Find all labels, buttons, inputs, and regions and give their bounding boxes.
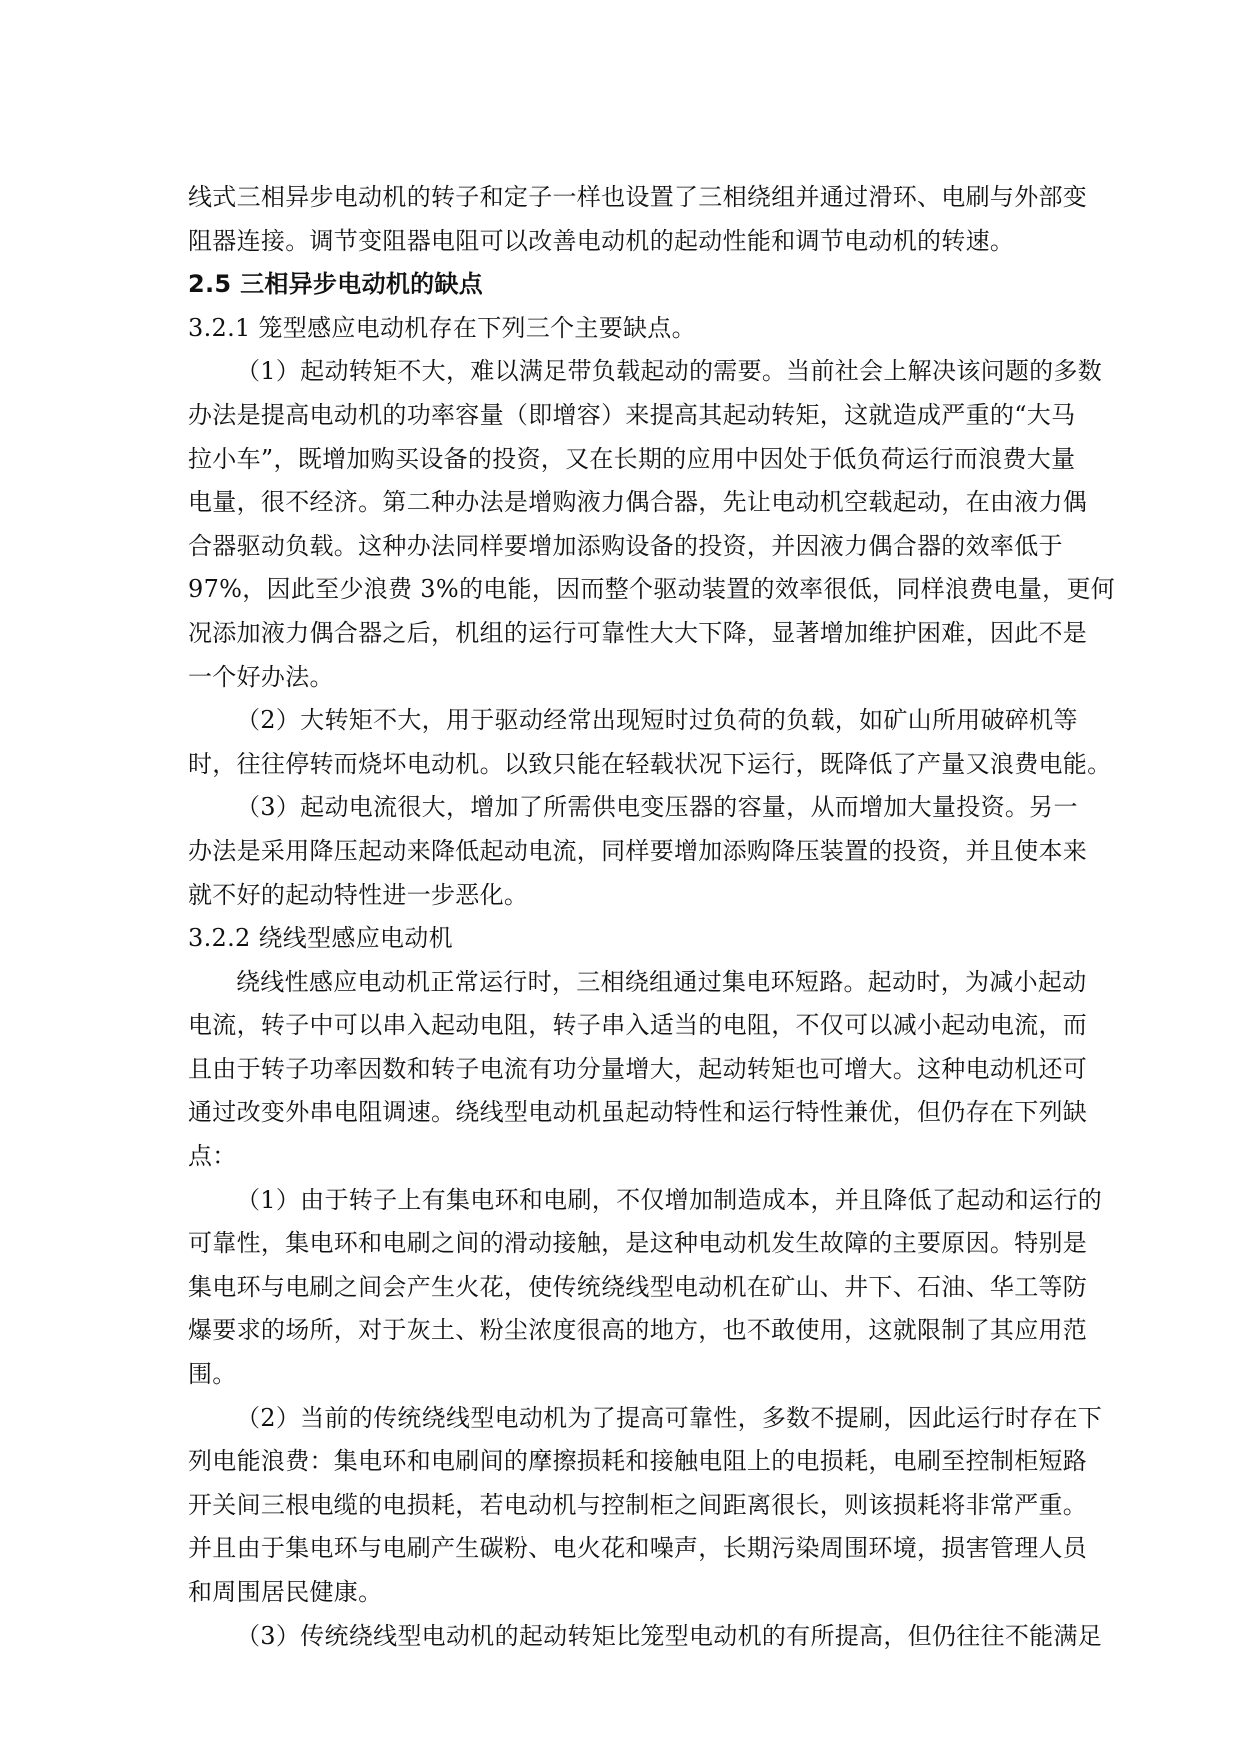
body-text-line: 阻器连接。调节变阻器电阻可以改善电动机的起动性能和调节电动机的转速。 xyxy=(188,226,1015,255)
body-text-line: 和周围居民健康。 xyxy=(188,1578,383,1606)
body-text-line: 列电能浪费：集电环和电刷间的摩擦损耗和接触电阻上的电损耗，电刷至控制柜短路 xyxy=(188,1447,1088,1476)
paragraph-first-line: （2）大转矩不大，用于驱动经常出现短时过负荷的负载，如矿山所用破碎机等 xyxy=(236,706,1078,735)
subsection-heading: 3.2.1 笼型感应电动机存在下列三个主要缺点。 xyxy=(188,313,696,342)
paragraph-first-line: （3）起动电流很大，增加了所需供电变压器的容量，从而增加大量投资。另一 xyxy=(236,793,1078,822)
body-text-line: 点： xyxy=(188,1142,237,1171)
body-text-line: 办法是采用降压起动来降低起动电流，同样要增加添购降压装置的投资，并且使本来 xyxy=(188,836,1088,865)
body-text-line: 开关间三根电缆的电损耗，若电动机与控制柜之间距离很长，则该损耗将非常严重。 xyxy=(188,1490,1088,1519)
body-text-line: 集电环与电刷之间会产生火花，使传统绕线型电动机在矿山、井下、石油、华工等防 xyxy=(188,1272,1088,1301)
document-page xyxy=(188,176,1116,1658)
body-text-line: 合器驱动负载。这种办法同样要增加添购设备的投资，并因液力偶合器的效率低于 xyxy=(188,531,1063,560)
paragraph-first-line: （1）由于转子上有集电环和电刷，不仅增加制造成本，并且降低了起动和运行的 xyxy=(236,1185,1103,1214)
body-text-line: 通过改变外串电阻调速。绕线型电动机虽起动特性和运行特性兼优，但仍存在下列缺 xyxy=(188,1098,1088,1127)
subsection-heading: 3.2.2 绕线型感应电动机 xyxy=(188,924,453,953)
body-text-line: 办法是提高电动机的功率容量（即增容）来提高其起动转矩，这就造成严重的“大马 xyxy=(188,400,1076,429)
body-text-line: 并且由于集电环与电刷产生碳粉、电火花和噪声，长期污染周围环境，损害管理人员 xyxy=(188,1534,1088,1563)
body-text-line: 就不好的起动特性进一步恶化。 xyxy=(188,880,529,909)
paragraph-first-line: （3）传统绕线型电动机的起动转矩比笼型电动机的有所提高，但仍往往不能满足 xyxy=(236,1621,1103,1650)
body-text-line: 电量，很不经济。第二种办法是增购液力偶合器，先让电动机空载起动，在由液力偶 xyxy=(188,488,1088,517)
paragraph-first-line: （2）当前的传统绕线型电动机为了提高可靠性，多数不提刷，因此运行时存在下 xyxy=(236,1403,1103,1432)
body-text-line: 时，往往停转而烧坏电动机。以致只能在轻载状况下运行，既降低了产量又浪费电能。 xyxy=(188,749,1112,778)
body-text-line: 且由于转子功率因数和转子电流有功分量增大，起动转矩也可增大。这种电动机还可 xyxy=(188,1054,1088,1083)
body-text-line: 拉小车”，既增加购买设备的投资，又在长期的应用中因处于低负荷运行而浪费大量 xyxy=(188,444,1076,473)
body-text-line: 电流，转子中可以串入起动电阻，转子串入适当的电阻，不仅可以减小起动电流，而 xyxy=(188,1011,1088,1040)
body-text-line: 一个好办法。 xyxy=(188,662,334,691)
body-text-line: 围。 xyxy=(188,1360,237,1389)
paragraph-first-line: （1）起动转矩不大，难以满足带负载起动的需要。当前社会上解决该问题的多数 xyxy=(236,357,1103,386)
body-text-line: 97%，因此至少浪费 3%的电能，因而整个驱动装置的效率很低，同样浪费电量，更何 xyxy=(188,575,1116,604)
paragraph-first-line: 绕线性感应电动机正常运行时，三相绕组通过集电环短路。起动时，为减小起动 xyxy=(236,967,1087,996)
body-text-line: 线式三相异步电动机的转子和定子一样也设置了三相绕组并通过滑环、电刷与外部变 xyxy=(188,183,1088,211)
body-text-line: 可靠性，集电环和电刷之间的滑动接触，是这种电动机发生故障的主要原因。特别是 xyxy=(188,1229,1088,1258)
body-text-line: 爆要求的场所，对于灰土、粉尘浓度很高的地方，也不敢使用，这就限制了其应用范 xyxy=(188,1316,1088,1345)
body-text-line: 况添加液力偶合器之后，机组的运行可靠性大大下降，显著增加维护困难，因此不是 xyxy=(188,618,1088,647)
section-heading: 2.5 三相异步电动机的缺点 xyxy=(188,270,484,299)
